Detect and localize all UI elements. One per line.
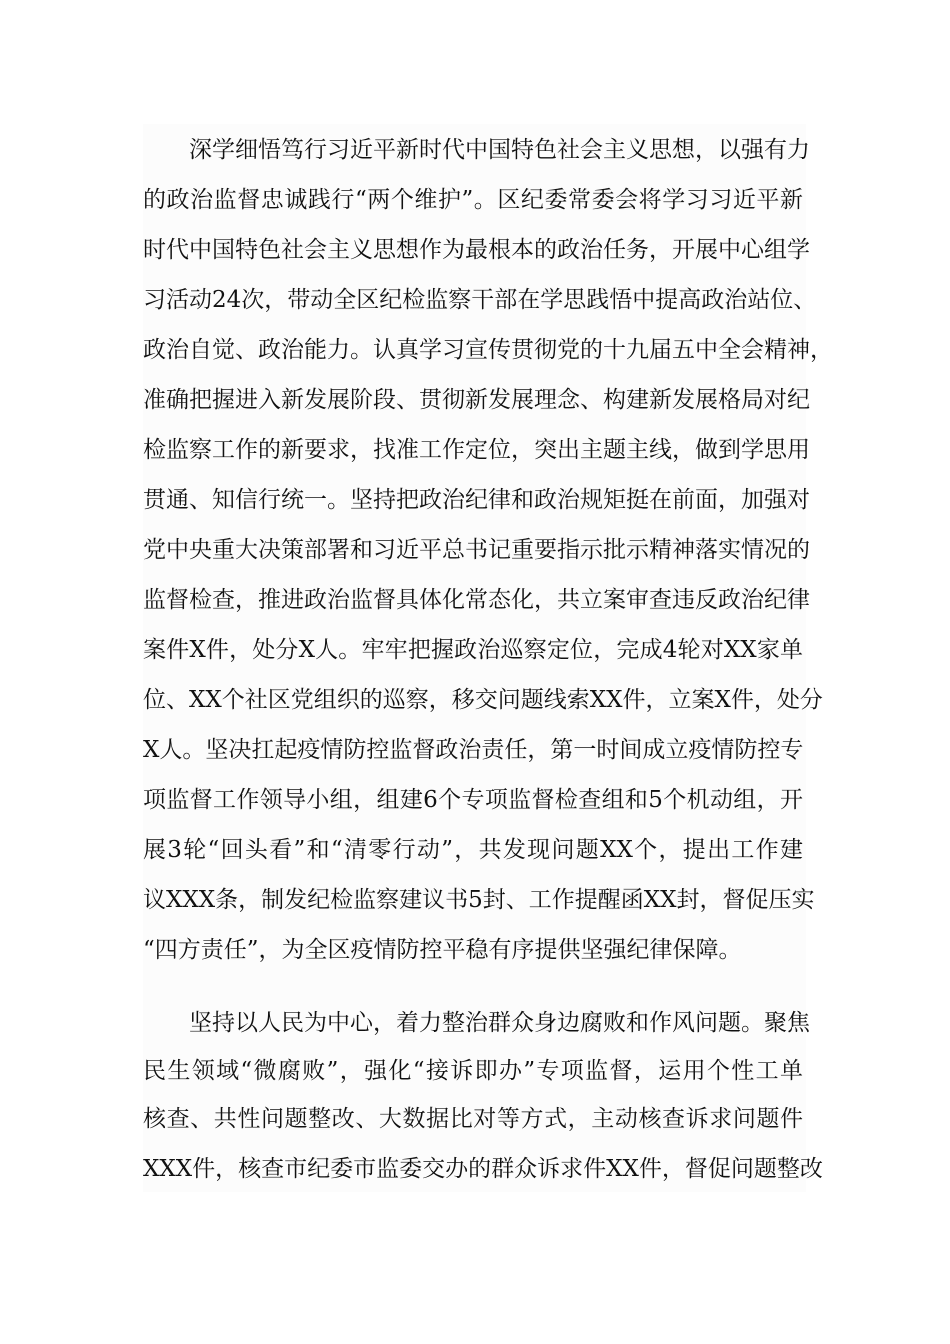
paragraph-line: 民生领域“微腐败”，强化“接诉即办”专项监督，运用个性工单 [143, 1058, 803, 1084]
paragraph-line: 检监察工作的新要求，找准工作定位，突出主题主线，做到学思用 [143, 437, 810, 463]
paragraph-line: 案件X件，处分X人。牢牢把握政治巡察定位，完成4轮对XX家单 [143, 637, 803, 663]
paragraph-line: 坚持以人民为中心，着力整治群众身边腐败和作风问题。聚焦 [189, 1010, 810, 1036]
document-text-block [143, 124, 833, 1192]
paragraph-line: “四方责任”，为全区疫情防控平稳有序提供坚强纪律保障。 [143, 937, 742, 963]
paragraph-line: 议XXX条，制发纪检监察建议书5封、工作提醒函XX封，督促压实 [143, 887, 815, 913]
paragraph-line: 深学细悟笃行习近平新时代中国特色社会主义思想，以强有力 [189, 137, 810, 163]
paragraph-line: 党中央重大决策部署和习近平总书记重要指示批示精神落实情况的 [143, 537, 810, 563]
paragraph-line: X人。坚决扛起疫情防控监督政治责任，第一时间成立疫情防控专 [143, 737, 804, 763]
paragraph-line: 时代中国特色社会主义思想作为最根本的政治任务，开展中心组学 [143, 237, 810, 263]
paragraph-line: 的政治监督忠诚践行“两个维护”。区纪委常委会将学习习近平新 [143, 187, 803, 213]
paragraph-line: 核查、共性问题整改、大数据比对等方式，主动核查诉求问题件 [143, 1106, 803, 1132]
paragraph-line: 习活动24次，带动全区纪检监察干部在学思践悟中提高政治站位、 [143, 287, 817, 313]
paragraph-line: 展3轮“回头看”和“清零行动”，共发现问题XX个，提出工作建 [143, 837, 803, 863]
paragraph-line: 位、XX个社区党组织的巡察，移交问题线索XX件，立案X件，处分 [143, 687, 823, 713]
paragraph-line: 项监督工作领导小组，组建6个专项监督检查组和5个机动组，开 [143, 787, 803, 813]
paragraph-line: 政治自觉、政治能力。认真学习宣传贯彻党的十九届五中全会精神， [143, 337, 833, 363]
paragraph-line: XXX件，核查市纪委市监委交办的群众诉求件XX件，督促问题整改 [143, 1156, 823, 1182]
paragraph-line: 准确把握进入新发展阶段、贯彻新发展理念、构建新发展格局对纪 [143, 387, 810, 413]
paragraph-line: 监督检查，推进政治监督具体化常态化，共立案审查违反政治纪律 [143, 587, 810, 613]
paragraph-line: 贯通、知信行统一。坚持把政治纪律和政治规矩挺在前面，加强对 [143, 487, 810, 513]
